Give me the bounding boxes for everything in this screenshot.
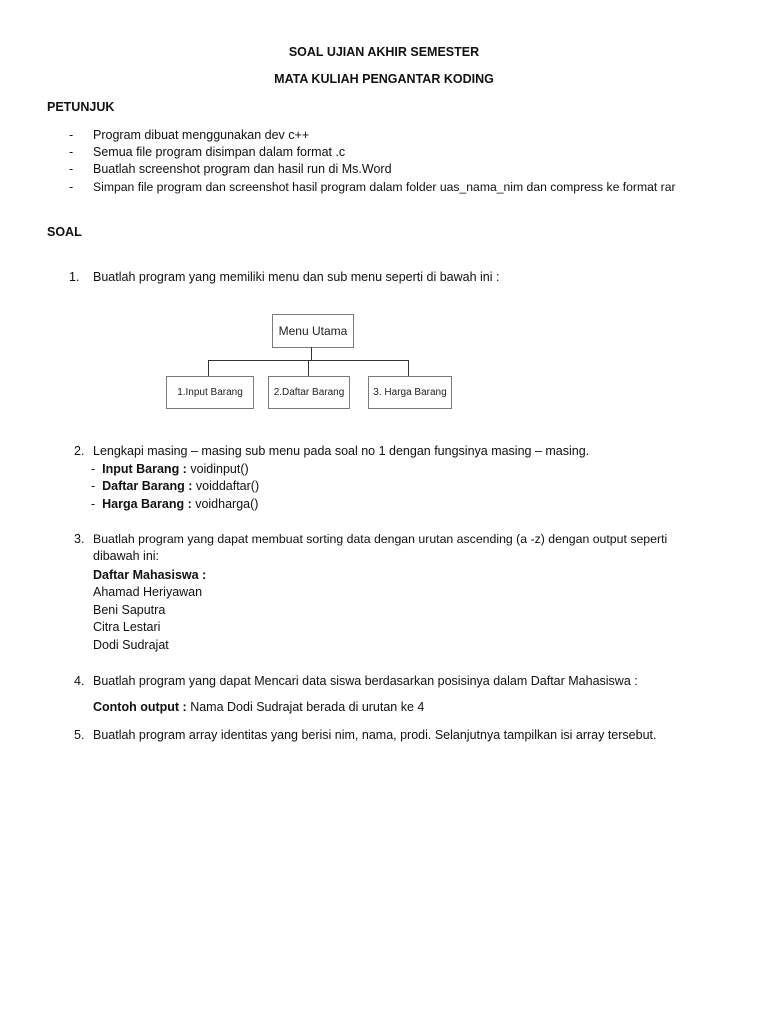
petunjuk-item: Simpan file program dan screenshot hasil program dalam folder uas_nama_nim dan compress ke format rar xyxy=(93,180,676,194)
diagram-node-child: 3. Harga Barang xyxy=(368,376,452,409)
question-number: 1. xyxy=(69,270,80,284)
student-name: Beni Saputra xyxy=(93,603,166,617)
item-label: Daftar Barang : xyxy=(102,479,193,493)
diagram-node-child: 1.Input Barang xyxy=(166,376,254,409)
question-text: Buatlah program yang dapat membuat sorting data dengan urutan ascending (a -z) dengan output seperti xyxy=(93,532,668,546)
question-number: 5. xyxy=(74,728,85,742)
diagram-connector xyxy=(208,360,209,376)
example-output xyxy=(93,699,424,715)
function-item xyxy=(91,478,259,494)
soal-heading: SOAL xyxy=(47,225,82,239)
question-text: Lengkapi masing – masing sub menu pada soal no 1 dengan fungsinya masing – masing. xyxy=(93,444,590,458)
item-label: Harga Barang : xyxy=(102,497,192,511)
item-value: voidharga() xyxy=(191,497,259,511)
question-number: 2. xyxy=(74,444,85,458)
function-item xyxy=(91,461,249,477)
diagram-connector xyxy=(311,347,312,360)
item-dash: - xyxy=(91,497,96,511)
petunjuk-item: Buatlah screenshot program dan hasil run di Ms.Word xyxy=(93,162,392,176)
question-text: Buatlah program array identitas yang berisi nim, nama, prodi. Selanjutnya tampilkan isi array tersebut. xyxy=(93,728,657,742)
example-label: Contoh output : xyxy=(93,700,187,714)
list-title: Daftar Mahasiswa : xyxy=(93,568,207,582)
question-text: Buatlah program yang dapat Mencari data siswa berdasarkan posisinya dalam Daftar Mahasiswa : xyxy=(93,674,638,688)
petunjuk-bullet: - xyxy=(69,162,74,176)
diagram-connector xyxy=(308,360,309,376)
document-subtitle: MATA KULIAH PENGANTAR KODING xyxy=(274,72,494,86)
item-value: voidinput() xyxy=(186,462,249,476)
menu-hierarchy-diagram xyxy=(160,308,460,412)
petunjuk-heading: PETUNJUK xyxy=(47,100,115,114)
petunjuk-bullet: - xyxy=(69,145,74,159)
question-text: Buatlah program yang memiliki menu dan sub menu seperti di bawah ini : xyxy=(93,270,500,284)
petunjuk-item: Program dibuat menggunakan dev c++ xyxy=(93,128,310,142)
diagram-node-child: 2.Daftar Barang xyxy=(268,376,350,409)
item-value: voiddaftar() xyxy=(192,479,260,493)
diagram-node-root: Menu Utama xyxy=(272,314,354,348)
student-name: Ahamad Heriyawan xyxy=(93,585,203,599)
student-name: Dodi Sudrajat xyxy=(93,638,169,652)
petunjuk-bullet: - xyxy=(69,180,74,194)
question-number: 4. xyxy=(74,674,85,688)
item-dash: - xyxy=(91,462,96,476)
petunjuk-bullet: - xyxy=(69,128,74,142)
item-label: Input Barang : xyxy=(102,462,187,476)
question-number: 3. xyxy=(74,532,85,546)
question-text: dibawah ini: xyxy=(93,549,160,563)
diagram-connector xyxy=(408,360,409,376)
function-item xyxy=(91,496,258,512)
document-title: SOAL UJIAN AKHIR SEMESTER xyxy=(288,45,480,59)
student-name: Citra Lestari xyxy=(93,620,161,634)
petunjuk-item: Semua file program disimpan dalam format .c xyxy=(93,145,346,159)
example-value: Nama Dodi Sudrajat berada di urutan ke 4 xyxy=(186,700,425,714)
item-dash: - xyxy=(91,479,96,493)
